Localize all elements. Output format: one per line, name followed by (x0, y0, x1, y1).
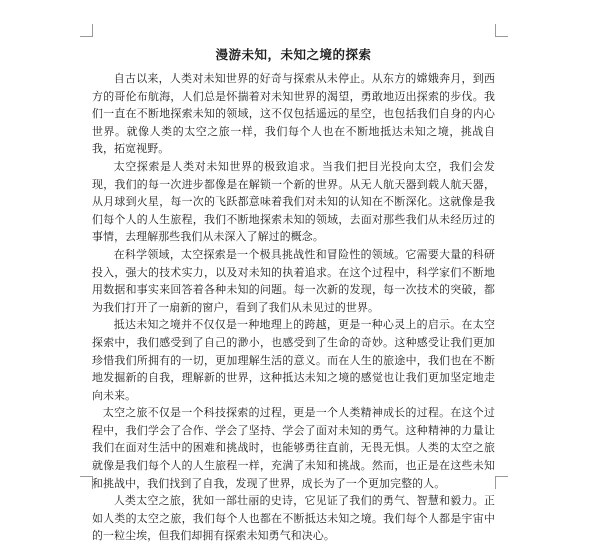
paragraph: 人类太空之旅，犹如一部壮丽的史诗，它见证了我们的勇气、智慧和毅力。正如人类的太空之旅，我们每个人也都在不断抵达未知之境。我们每个人都是宇宙中的一粒尘埃，但我们却拥有探索未知勇气和决心。 (92, 494, 495, 543)
paragraph: 自古以来，人类对未知世界的好奇与探索从未停止。从东方的嫦娥奔月，到西方的哥伦布航海，人们总是怀揣着对未知世界的渴望，勇敢地迈出探索的步伐。我们一直在不断地探索未知的领域，这不仅包括遥远的星空，也包括我们自身的内心世界。就像人类的太空之旅一样，我们每个人也在不断地抵达未知之境，挑战自我，拓宽视野。 (92, 72, 495, 156)
paragraph: 太空探索是人类对未知世界的极致追求。当我们把目光投向太空，我们会发现，我们的每一次进步都像是在解锁一个新的世界。从无人航天器到载人航天器，从月球到火星，每一次的飞跃都意味着我们对未知的认知在不断深化。这就像是我们每个人的人生旅程，我们不断地探索未知的领域，去面对那些我们从未经历过的事情，去理解那些我们从未深入了解过的概念。 (92, 159, 495, 244)
margin-corner-mark (495, 476, 508, 489)
margin-corner-mark (495, 24, 508, 37)
paragraph: 抵达未知之境并不仅仅是一种地理上的跨越，更是一种心灵上的启示。在太空探索中，我们感受到了自己的渺小，也感受到了生命的奇妙。这种感受让我们更加珍惜我们所拥有的一切，更加理解生活的意义。而在人生的旅途中，我们也在不断地发掘新的自我，理解新的世界，这种抵达未知之境的感觉也让我们更加坚定地走向未来。 (92, 318, 495, 402)
paragraph: 在科学领域，太空探索是一个极具挑战性和冒险性的领域。它需要大量的科研投入，强大的技术实力，以及对未知的执着追求。在这个过程中，科学家们不断地用数据和事实来回答着各种未知的问题。每一次新的发现，每一次技术的突破，都为我们打开了一扇新的窗户，看到了我们从未见过的世界。 (92, 247, 495, 314)
margin-corner-mark (80, 24, 93, 37)
document-body[interactable] (92, 70, 495, 545)
document-title: 漫游未知，未知之境的探索 (215, 47, 372, 62)
paragraph: 太空之旅不仅是一个科技探索的过程，更是一个人类精神成长的过程。在这个过程中，我们学会了合作、学会了坚持、学会了面对未知的勇气。这种精神的力量让我们在面对生活中的困难和挑战时，也能够勇往直前，无畏无惧。人类的太空之旅就像是我们每个人的人生旅程一样，充满了未知和挑战。然而，也正是在这些未知和挑战中，我们找到了自我，发现了世界，成长为了一个更加完整的人。 (92, 406, 495, 490)
